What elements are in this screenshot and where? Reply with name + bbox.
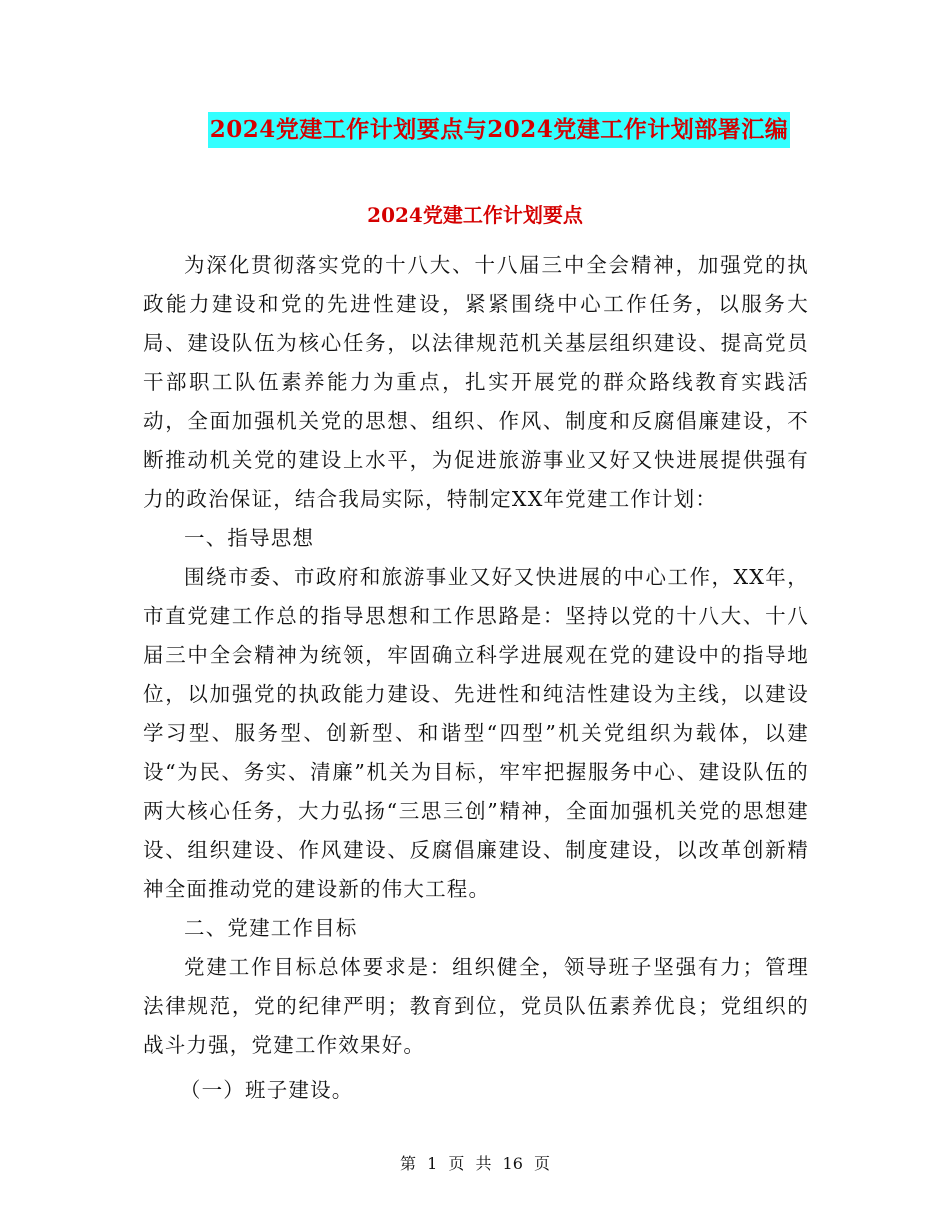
document-title: 2024党建工作计划要点与2024党建工作计划部署汇编 (208, 112, 791, 148)
heading-guiding-thought: 一、指导思想 (184, 526, 315, 550)
heading-work-goals: 二、党建工作目标 (184, 916, 358, 940)
document-body (143, 246, 809, 1110)
page-footer: 第 1 页 共 16 页 (400, 1154, 550, 1173)
work-goals-paragraph: 党建工作目标总体要求是：组织健全，领导班子坚强有力；管理法律规范，党的纪律严明；教育到位，党员队伍素养优良；党组织的战斗力强，党建工作效果好。 (143, 955, 809, 1057)
sub-heading-team-building: （一）班子建设。 (179, 1078, 354, 1102)
intro-paragraph: 为深化贯彻落实党的十八大、十八届三中全会精神，加强党的执政能力建设和党的先进性建设，紧紧围绕中心工作任务，以服务大局、建设队伍为核心任务，以法律规范机关基层组织建设、提高党员干部职工队伍素养能力为重点，扎实开展党的群众路线教育实践活动，全面加强机关党的思想、组织、作风、制度和反腐倡廉建设，不断推动机关党的建设上水平，为促进旅游事业又好又快进展提供强有力的政治保证，结合我局实际，特制定XX年党建工作计划： (143, 253, 809, 511)
guiding-thought-paragraph: 围绕市委、市政府和旅游事业又好又快进展的中心工作，XX年，市直党建工作总的指导思想和工作思路是：坚持以党的十八大、十八届三中全会精神为统领，牢固确立科学进展观在党的建设中的指导地位，以加强党的执政能力建设、先进性和纯洁性建设为主线，以建设学习型、服务型、创新型、和谐型“四型”机关党组织为载体，以建设“为民、务实、清廉”机关为目标，牢牢把握服务中心、建设队伍的两大核心任务，大力弘扬“三思三创”精神，全面加强机关党的思想建设、组织建设、作风建设、反腐倡廉建设、制度建设，以改革创新精神全面推动党的建设新的伟大工程。 (143, 565, 809, 901)
document-title-block (0, 112, 950, 148)
section-title: 2024党建工作计划要点 (367, 203, 583, 227)
